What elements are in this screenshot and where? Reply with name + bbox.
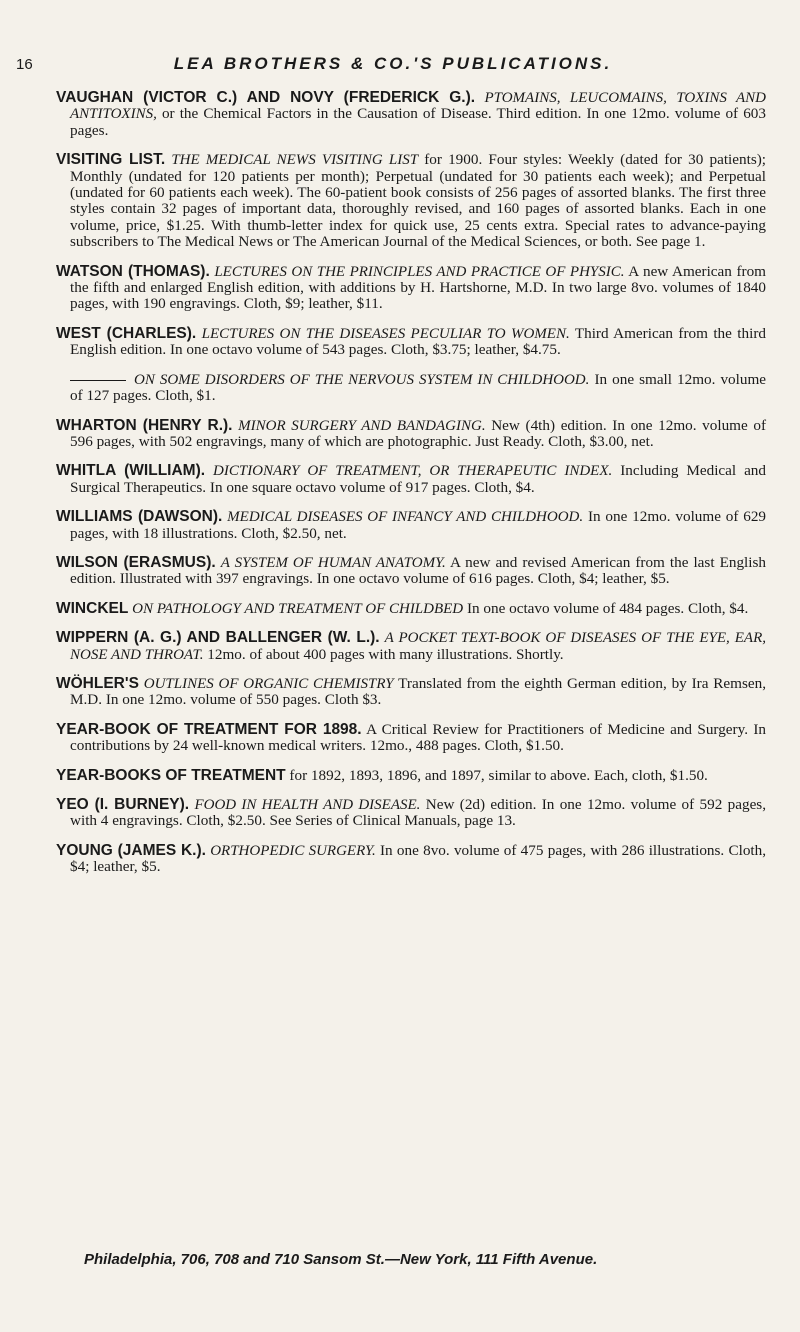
entry-author: WHITLA (WILLIAM).	[56, 462, 206, 480]
entry-description: Third American from the third English edition. In one octavo volume of 543 pages. Cloth, $3.75; leather, $4.75.	[70, 324, 766, 359]
catalog-entry	[56, 90, 766, 139]
entry-title: ON SOME DISORDERS OF THE NERVOUS SYSTEM IN CHILDHOOD.	[134, 371, 590, 388]
entry-title: MINOR SURGERY AND BANDAGING.	[238, 417, 486, 434]
catalog-entry	[56, 555, 766, 588]
entry-title: ORTHOPEDIC SURGERY.	[210, 842, 376, 859]
catalog-entry	[56, 418, 766, 451]
entry-description: Including Medical and Surgical Therapeutics. In one square octavo volume of 917 pages. Cloth, $4.	[70, 462, 766, 496]
entry-author: WATSON (THOMAS).	[56, 262, 210, 280]
catalog-entry	[56, 326, 766, 359]
catalog-entry	[56, 722, 766, 755]
running-head: LEA BROTHERS & CO.'S PUBLICATIONS.	[173, 54, 613, 73]
catalog-entry	[56, 463, 766, 496]
entry-author: YOUNG (JAMES K.).	[56, 841, 206, 859]
entry-author: YEAR-BOOK OF TREATMENT FOR 1898.	[56, 720, 362, 738]
entry-description: In one 8vo. volume of 475 pages, with 286 illustrations. Cloth, $4; leather, $5.	[70, 841, 767, 876]
entry-title: LECTURES ON THE DISEASES PECULIAR TO WOMEN.	[201, 325, 570, 342]
entry-author: WILSON (ERASMUS).	[56, 553, 216, 571]
page-footer: Philadelphia, 706, 708 and 710 Sansom St.—New York, 111 Fifth Avenue.	[84, 1251, 598, 1268]
entry-author: WINCKEL	[56, 599, 129, 617]
entry-title: DICTIONARY OF TREATMENT, OR THERAPEUTIC INDEX.	[213, 463, 613, 480]
entry-author: WIPPERN (A. G.) AND BALLENGER (W. L.).	[56, 629, 380, 647]
entry-description: In one 12mo. volume of 629 pages, with 18 illustrations. Cloth, $2.50, net.	[70, 508, 767, 542]
entry-title: A SYSTEM OF HUMAN ANATOMY.	[220, 554, 446, 571]
entry-title: ON PATHOLOGY AND TREATMENT OF CHILDBED	[132, 600, 464, 617]
entry-description: A new and revised American from the last English edition. Illustrated with 397 engravings. In one octavo volume of 616 pages. Cloth, $4; leather, $5.	[70, 553, 766, 588]
entry-author: WEST (CHARLES).	[56, 324, 197, 342]
entry-description: In one octavo volume of 484 pages. Cloth, $4.	[466, 599, 749, 617]
entry-author: YEO (I. BURNEY).	[56, 796, 190, 813]
entry-author: WILLIAMS (DAWSON).	[56, 508, 223, 526]
entry-description: New (4th) edition. In one 12mo. volume of 596 pages, with 502 engravings, many of which are photographic. Just Ready. Cloth, $3.00, net.	[70, 416, 767, 450]
catalog-entry	[56, 372, 766, 405]
catalog-entry	[56, 601, 766, 617]
catalog-entry	[56, 843, 766, 876]
entry-author: VISITING LIST.	[56, 151, 166, 169]
page-number: 16	[16, 56, 33, 73]
ditto-rule	[70, 380, 126, 381]
catalog-entry	[56, 797, 766, 830]
entry-description: for 1900. Four styles: Weekly (dated for 30 patients); Monthly (undated for 120 patients per month); Perpetual (undated for 30 patients each week); and Perpetual (undated for 60 patients each week). The 60-patient book consists of 256 pages of assorted blanks. The first three styles contain 32 pages of important data, thoroughly revised, and 160 pages of assorted blanks. Each in one volume, price, $1.25. With thumb-letter index for quick use, 25 cents extra. Special rates to advance-paying subscribers to The Medical News or The American Journal of the Medical Sciences, or both. See page 1.	[70, 151, 767, 251]
entry-description: or the Chemical Factors in the Causation of Disease. Third edition. In one 12mo. volume of 603 pages.	[70, 105, 766, 139]
entry-description: Translated from the eighth German edition, by Ira Remsen, M.D. In one 12mo. volume of 550 pages. Cloth $3.	[70, 674, 766, 709]
catalog-entry	[56, 264, 766, 313]
entry-author: WHARTON (HENRY R.).	[56, 416, 233, 434]
entry-description: New (2d) edition. In one 12mo. volume of 592 pages, with 4 engravings. Cloth, $2.50. See Series of Clinical Manuals, page 13.	[70, 796, 767, 830]
entry-description: A Critical Review for Practitioners of Medicine and Surgery. In contributions by 24 well-known medical writers. 12mo., 488 pages. Cloth, $1.50.	[70, 720, 766, 755]
entry-description: A new American from the fifth and enlarged English edition, with additions by H. Hartshorne, M.D. In two large 8vo. volumes of 1840 pages, with 190 engravings. Cloth, $9; leather, $11.	[70, 262, 766, 313]
entry-author: WÖHLER'S	[56, 674, 139, 692]
entry-description: 12mo. of about 400 pages with many illustrations. Shortly.	[207, 645, 564, 663]
entry-description: In one small 12mo. volume of 127 pages. Cloth, $1.	[70, 370, 767, 405]
entry-description: for 1892, 1893, 1896, and 1897, similar to above. Each, cloth, $1.50.	[289, 766, 708, 784]
entry-title: MEDICAL DISEASES OF INFANCY AND CHILDHOOD.	[227, 509, 584, 526]
catalog-entries	[56, 90, 766, 889]
entry-title: FOOD IN HEALTH AND DISEASE.	[194, 797, 421, 813]
entry-title: THE MEDICAL NEWS VISITING LIST	[171, 152, 419, 169]
entry-title: A POCKET TEXT-BOOK OF DISEASES OF THE EYE, EAR, NOSE AND THROAT.	[70, 630, 767, 663]
entry-author: VAUGHAN (VICTOR C.) AND NOVY (FREDERICK G.).	[56, 89, 476, 106]
entry-title: LECTURES ON THE PRINCIPLES AND PRACTICE OF PHYSIC.	[214, 263, 625, 280]
page-header	[16, 56, 770, 80]
catalog-entry	[56, 152, 766, 250]
catalog-entry	[56, 768, 766, 784]
entry-title: OUTLINES OF ORGANIC CHEMISTRY	[143, 675, 394, 692]
catalog-entry	[56, 676, 766, 709]
catalog-entry	[56, 509, 766, 542]
catalog-entry	[56, 630, 766, 663]
entry-title: PTOMAINS, LEUCOMAINS, TOXINS AND ANTITOXINS,	[70, 90, 766, 123]
entry-author: YEAR-BOOKS OF TREATMENT	[56, 766, 286, 784]
